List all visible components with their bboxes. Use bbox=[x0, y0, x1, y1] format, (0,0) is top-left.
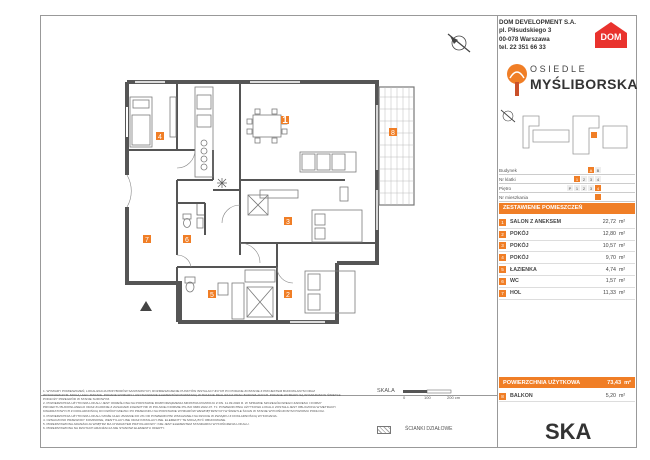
room-label-5: 5 bbox=[210, 292, 214, 299]
note-line: 3. POWIERZCHNIA UŻYTKOWA LOKALU MOŻE ULEC ZMIANIE DO 2% OD POWIERZCHNI WSKAZANEJ NA RZUCIE W ZWIĄZKU Z DOKŁADNOŚCIĄ WYKONANIA. bbox=[43, 413, 278, 418]
note-line: 4. OZNACZONO PRZEWODY KOMINOWE, WENTYLACYJNE ORAZ INSTALACYJNE. ELEMENTY TE MOGĄ BYĆ OBUDOWANE. bbox=[43, 417, 227, 422]
info-cell: B bbox=[596, 167, 600, 173]
rooms-title: ZESTAWIENIE POMIESZCZEŃ bbox=[499, 203, 635, 214]
room-name: POKÓJ bbox=[510, 254, 529, 261]
room-name: HOL bbox=[510, 290, 522, 297]
dom-logo-text: DOM bbox=[600, 32, 622, 42]
room-row bbox=[499, 217, 635, 229]
balcony-name: BALKON bbox=[510, 393, 533, 399]
room-unit: m² bbox=[619, 278, 626, 285]
room-row bbox=[499, 276, 635, 288]
brand-top-text: OSIEDLE bbox=[530, 64, 588, 74]
scale-label: SKALA bbox=[377, 388, 395, 394]
room-row bbox=[499, 241, 635, 253]
room-label-1: 1 bbox=[282, 115, 288, 126]
architect-logo-text: SKA bbox=[545, 419, 592, 444]
room-num: 7 bbox=[499, 290, 506, 297]
legend bbox=[377, 425, 497, 435]
room-unit: m² bbox=[619, 219, 626, 226]
legend-label: ŚCIANKI DZIAŁOWE bbox=[405, 426, 453, 432]
company-city: 00-078 Warszawa bbox=[499, 35, 550, 43]
company-street: pl. Piłsudskiego 3 bbox=[499, 27, 552, 35]
info-cell: 1 bbox=[575, 185, 579, 191]
balcony-num: 8 bbox=[499, 393, 506, 400]
room-area: 22,72 bbox=[602, 219, 616, 226]
notes bbox=[43, 389, 373, 430]
info-cell: 4 bbox=[596, 185, 600, 191]
note-line: WYKONAWCZYM. MOGĄ ULEC ZMIANIE. PODANE WYMIARY I USYTUOWANIE ELEMENTÓW POWSTANĄ W TRAKCIE REALIZACJI PRAC BUDOWLANYCH. PODANE WYMIARY SĄ WYMIARAMI W ŚWIETLE bbox=[43, 393, 341, 398]
info-row bbox=[499, 175, 635, 184]
info-cell: 3 bbox=[589, 185, 593, 191]
info-cells bbox=[567, 185, 601, 191]
vertical-divider bbox=[497, 15, 498, 448]
rooms-table bbox=[499, 217, 635, 300]
interior-walls bbox=[127, 82, 377, 322]
room-unit: m² bbox=[619, 266, 626, 273]
room-name: POKÓJ bbox=[510, 231, 529, 238]
brand-main-text: MYŚLIBORSKA bbox=[530, 76, 638, 92]
room-name: ŁAZIENKA bbox=[510, 266, 537, 273]
info-cell: 4 bbox=[596, 176, 600, 182]
dom-logo-icon bbox=[591, 20, 631, 50]
company-phone: tel. 22 351 66 33 bbox=[499, 44, 546, 52]
room-num: 1 bbox=[499, 219, 506, 226]
info-cell: 2 bbox=[582, 185, 586, 191]
scale-end: 200 cm bbox=[447, 395, 461, 400]
room-label-8: 8 bbox=[391, 130, 395, 137]
doors bbox=[127, 150, 293, 283]
windows bbox=[127, 82, 377, 322]
room-label-7: 7 bbox=[145, 237, 149, 244]
ventilation-icon bbox=[217, 178, 227, 188]
info-cell: P bbox=[568, 185, 572, 191]
note-line: KWADRATOWYCH Z DOKŁADNOŚCIĄ DO DWÓCH MIEJSC PO PRZECINKU NA PODSTAWIE WYMIARÓW WEWNĘTRZNYCH W ŚWIETLE ŚCIAN W STANIE WYKOŃCZONYM POZIOMU PODŁOGI. bbox=[43, 409, 325, 414]
room-num: 3 bbox=[499, 242, 506, 249]
info-cells bbox=[595, 194, 601, 200]
info-label: Budynek bbox=[499, 167, 517, 173]
info-row bbox=[499, 166, 635, 175]
room-row bbox=[499, 229, 635, 241]
room-name: POKÓJ bbox=[510, 242, 529, 249]
room-row bbox=[499, 252, 635, 264]
scale-bar bbox=[377, 384, 497, 400]
room-row bbox=[499, 264, 635, 276]
room-area: 12,80 bbox=[602, 231, 616, 238]
room-num: 2 bbox=[499, 231, 506, 238]
balcony-unit: m² bbox=[619, 393, 626, 399]
note-line: PROJEKTU BUDOWLANEGO ORAZ ZGODNIE Z ZASADAMI ZAWARTYMI W POLSKIEJ NORMIE PN-ISO 9836:2022-07. TJ. POWIERZCHNIA UŻYTKOWA LOKALU ZOSTAŁA JEST OBLICZONA W METRACH bbox=[43, 405, 336, 410]
scale-mid: 100 bbox=[424, 395, 431, 400]
info-cell: 3 bbox=[589, 176, 593, 182]
info-label: Nr klatki bbox=[499, 176, 516, 182]
room-num: 6 bbox=[499, 278, 506, 285]
balcony-area bbox=[379, 87, 414, 205]
room-label-6: 6 bbox=[185, 237, 189, 244]
balcony-row bbox=[499, 391, 635, 402]
total-area-row bbox=[499, 377, 635, 388]
brand-emblem-icon bbox=[506, 62, 528, 98]
room-unit: m² bbox=[619, 290, 626, 297]
partition-wall-swatch bbox=[377, 426, 391, 434]
key-plan bbox=[499, 108, 635, 160]
room-num: 4 bbox=[499, 254, 506, 261]
room-unit: m² bbox=[619, 242, 626, 249]
room-unit: m² bbox=[619, 231, 626, 238]
note-line: 1. WYMIARY POMIESZCZEŃ, LOKALIZACJA PRZYBORÓW SANITARNYCH, ROZMIESZCZENIE PUNKTÓW INSTALACYJNYCH PO PODANE ZOSTANIE Z PROJEKTEM BUDOWLANYM ORAZ bbox=[43, 389, 315, 393]
company-address bbox=[499, 19, 599, 53]
company-name: DOM DEVELOPMENT S.A. bbox=[499, 19, 577, 26]
info-cell: 1 bbox=[575, 176, 579, 182]
room-name: WC bbox=[510, 278, 519, 285]
room-label-4: 4 bbox=[158, 134, 162, 141]
info-cell: A bbox=[589, 167, 593, 173]
room-label-2: 2 bbox=[286, 292, 290, 299]
room-area: 10,57 bbox=[602, 242, 616, 249]
room-row bbox=[499, 288, 635, 300]
info-cell: 2 bbox=[582, 176, 586, 182]
total-label: POWIERZCHNIA UŻYTKOWA bbox=[503, 379, 581, 386]
note-line: 2. POWIERZCHNIA UŻYTKOWA LOKALU JEST OKREŚLONA NA PODSTAWIE ROZPORZĄDZENIA MINISTRA ROZWOJU Z DN. 11.09.2020 R. W SPRAWIE SZCZEGÓŁOWEGO ZAKRESU I FORMY bbox=[43, 401, 322, 406]
info-label: Piętro bbox=[499, 185, 512, 191]
key-plan-compass-icon bbox=[501, 110, 515, 122]
room-area: 4,74 bbox=[605, 266, 616, 273]
room-name: SALON Z ANEKSEM bbox=[510, 219, 562, 226]
room-num: 5 bbox=[499, 266, 506, 273]
apartment-info bbox=[499, 166, 635, 202]
room-area: 9,70 bbox=[605, 254, 616, 261]
room-area: 11,33 bbox=[603, 290, 616, 297]
outer-walls bbox=[127, 82, 377, 322]
total-area: 73,43 bbox=[607, 379, 622, 386]
total-unit: m² bbox=[624, 379, 631, 386]
architect-logo-icon bbox=[545, 415, 605, 445]
room-area: 1,57 bbox=[605, 278, 616, 285]
room-labels bbox=[143, 115, 397, 299]
entrance-arrow-icon bbox=[140, 301, 152, 311]
info-cells bbox=[588, 167, 601, 173]
note-line: PODŁOŻY PRZEGRÓD W STANIE SUROWYM. bbox=[43, 397, 110, 402]
wc-shaft-icon bbox=[197, 203, 205, 215]
scale-start: 0 bbox=[403, 395, 406, 400]
room-unit: m² bbox=[619, 254, 626, 261]
info-cells bbox=[574, 176, 601, 182]
note-line: 5. PRZEDSTAWIONA ARANŻACJA WNĘTRZ MA CHARAKTER PRZYKŁADOWY I NIE JEST ELEMENTEM STANDARDU WYKOŃCZENIA LOKALU. bbox=[43, 421, 250, 426]
room-label-3: 3 bbox=[286, 219, 290, 226]
info-row bbox=[499, 184, 635, 193]
info-row bbox=[499, 193, 635, 202]
info-label: Nr mieszkania bbox=[499, 194, 529, 200]
scale-ruler bbox=[377, 384, 497, 400]
compass-icon bbox=[448, 34, 470, 52]
brand-logo bbox=[506, 62, 638, 102]
note-line: 6. PRZEDSTAWIONA NA RZUTACH ARANŻACJA NIE STANOWI ELEMENTU OFERTY. bbox=[43, 425, 165, 430]
info-cell bbox=[595, 194, 601, 200]
balcony-area-value: 5,20 bbox=[605, 393, 616, 399]
